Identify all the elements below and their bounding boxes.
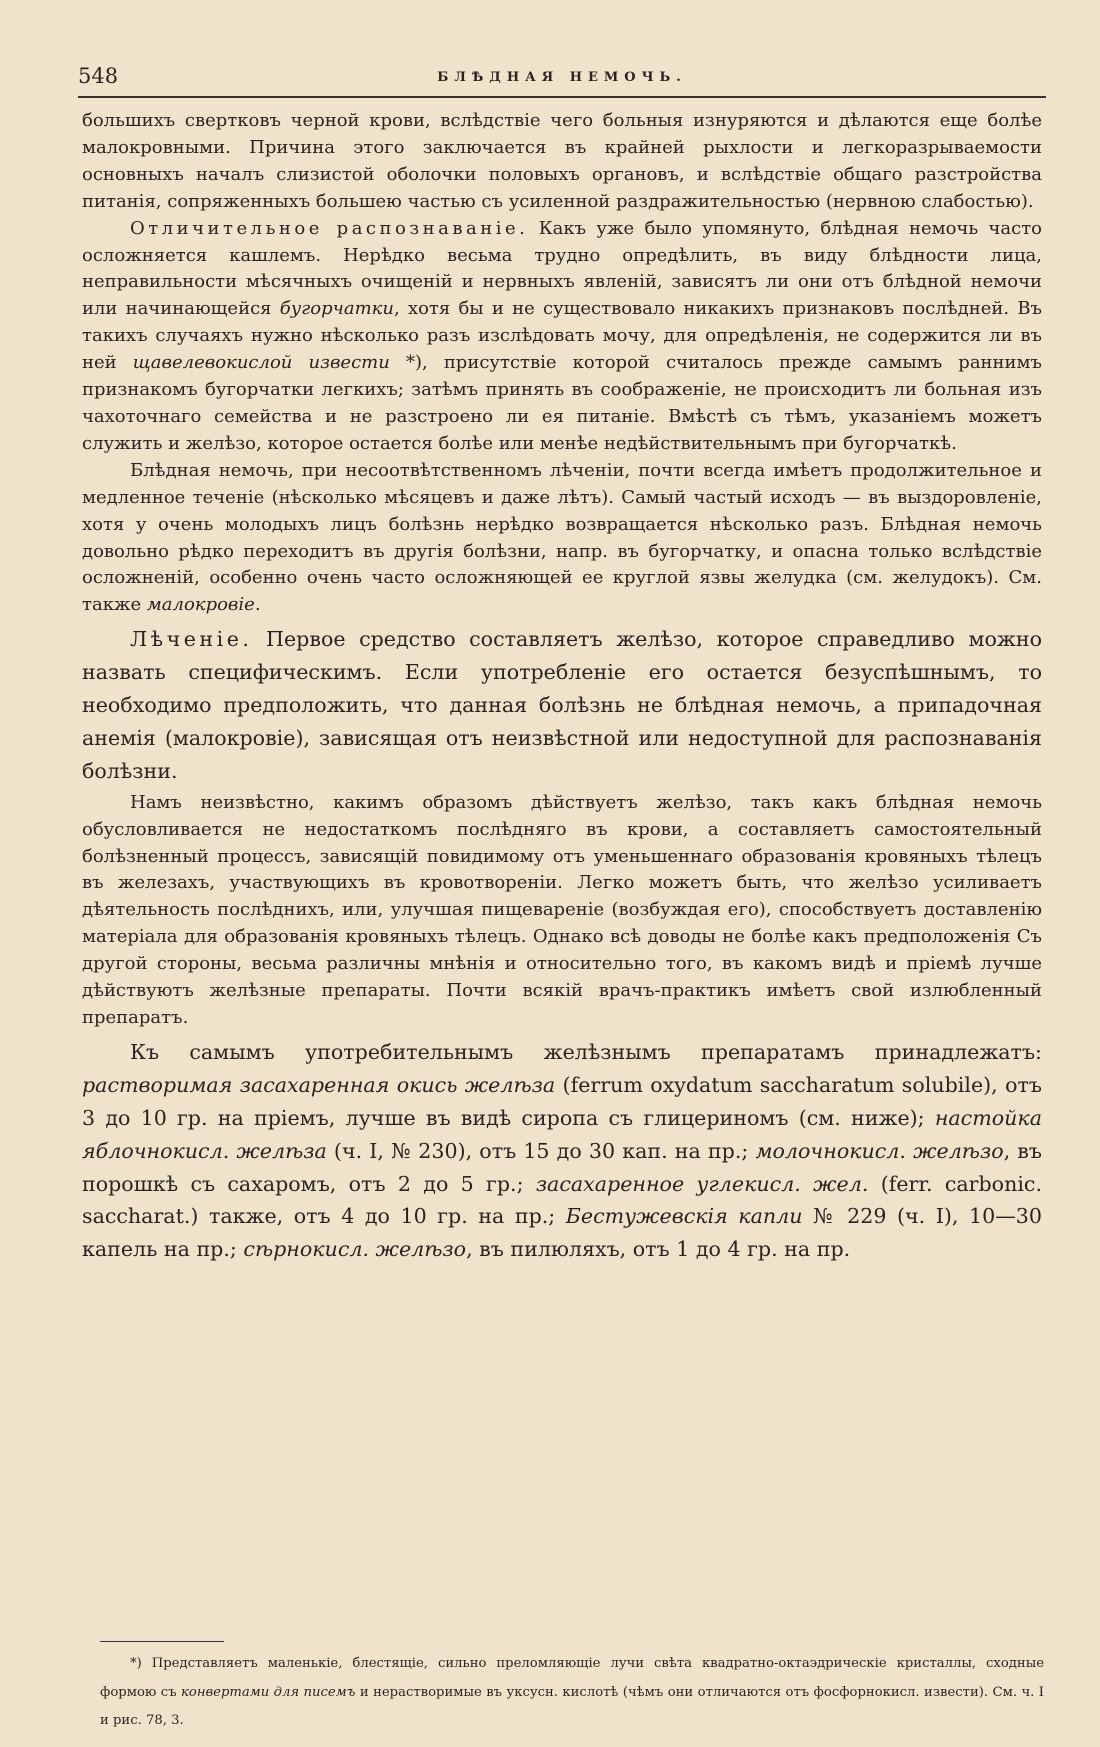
paragraph-6-italic-4: засахаренное углекисл. жел. <box>535 1171 869 1196</box>
footnote <box>100 1650 1044 1736</box>
section-heading-treatment: Лѣченіе. <box>130 627 253 652</box>
paragraph-2-text-a: Какъ уже было упомянуто, блѣдная немочь часто осложняется кашлемъ. Нерѣдко весьма трудно опредѣлить, въ виду блѣдности лица, неправильности мѣсячныхъ очищеній и нервныхъ явленій, зависятъ ли они отъ блѣдной немочи или начинающейся <box>82 217 1042 320</box>
paragraph-iron-mechanism <box>82 790 1042 1032</box>
body-text <box>82 108 1042 1266</box>
paragraph-6-text-d: , въ порошкѣ съ сахаромъ, отъ 2 до 5 гр.; <box>82 1138 1043 1196</box>
paragraph-6-text-f: № 229 (ч. I), 10—30 капель на пр.; <box>82 1204 1042 1262</box>
page-header <box>78 60 1046 94</box>
paragraph-5-text: Намъ неизвѣстно, какимъ образомъ дѣйствуетъ желѣзо, такъ какъ блѣдная немочь обусловливается не недостаткомъ послѣдняго въ крови, а составляетъ самостоятельный болѣзненный процессъ, зависящій повидимому отъ уменьшеннаго образованія кровяныхъ тѣлецъ въ железахъ, участвующихъ въ кровотвореніи. Легко можетъ быть, что желѣзо усиливаетъ дѣятельность послѣднихъ, или, улучшая пищевареніе (возбуждая его), способствуетъ доставленію матеріала для образованія кровяныхъ тѣлецъ. Однако всѣ доводы не болѣе какъ предположенія Съ другой стороны, весьма различны мнѣнія и относительно того, въ какомъ видѣ и пріемѣ лучше дѣйствуютъ желѣзные препараты. Почти всякій врачъ-практикъ имѣетъ свой излюбленный препаратъ. <box>82 791 1042 1028</box>
paragraph-3-text-b: . <box>254 594 261 616</box>
paragraph-6-text-g: , въ пилюляхъ, отъ 1 до 4 гр. на пр. <box>466 1237 851 1262</box>
paragraph-treatment <box>82 623 1042 788</box>
paragraph-3-text-a: Блѣдная немочь, при несоотвѣтственномъ лѣченіи, почти всегда имѣетъ продолжительное и медленное теченіе (нѣсколько мѣсяцевъ и даже лѣтъ). Самый частый исходъ — въ выздоровленіе, хотя у очень молодыхъ лицъ болѣзнь нерѣдко возвращается нѣсколько разъ. Блѣдная немочь довольно рѣдко переходитъ въ другія болѣзни, напр. въ бугорчатку, и опасна только вслѣдствіе осложненій, особенно очень часто осложняющей ее круглой язвы желудка (см. желудокъ). См. также <box>82 459 1042 616</box>
paragraph-6-text-b: (ferrum oxydatum saccharatum solubile), отъ 3 до 10 гр. на пріемъ, лучше въ видѣ сиропа съ глицериномъ (см. ниже); <box>82 1072 1042 1130</box>
paragraph-differential-diagnosis <box>82 216 1042 458</box>
paragraph-6-italic-2: настойка яблочнокисл. желѣза <box>82 1105 1042 1163</box>
paragraph-6-text-c: (ч. I, № 230), отъ 15 до 30 кап. на пр.; <box>326 1138 756 1163</box>
paragraph-6-text-e: (ferr. carbonic. saccharat.) также, отъ 4 до 10 гр. на пр.; <box>82 1171 1043 1229</box>
paragraph-6-text-a: Къ самымъ употребительнымъ желѣзнымъ препаратамъ принадлежатъ: <box>130 1039 1042 1064</box>
paragraph-6-italic-1: растворимая засахаренная окись желѣза <box>82 1072 556 1097</box>
footnote-text-a: *) Представляетъ маленькіе, блестящіе, сильно преломляющіе лучи свѣта квадратно-октаэдрическіе кристаллы, сходные формою съ <box>100 1656 1044 1700</box>
paragraph-4-text: Первое средство составляетъ желѣзо, которое справедливо можно назвать специфическимъ. Если употребленіе его остается безуспѣшнымъ, то необходимо предположить, что данная болѣзнь не блѣдная немочь, а припадочная анемія (малокровіе), зависящая отъ неизвѣстной или недоступной для распознаванія болѣзни. <box>82 627 1042 783</box>
footnote-rule <box>100 1641 224 1642</box>
paragraph-2-text-c: *), присутствіе которой считалось прежде самымъ раннимъ признакомъ бугорчатки легкихъ; затѣмъ принять въ соображеніе, не происходитъ ли больная изъ чахоточнаго семейства и не разстроено ли ея питаніе. Вмѣстѣ съ тѣмъ, указаніемъ можетъ служить и желѣзо, которое остается болѣе или менѣе недѣйствительнымъ при бугорчаткѣ. <box>82 352 1042 454</box>
page-number: 548 <box>78 64 119 88</box>
header-rule <box>78 96 1046 98</box>
paragraph-1 <box>82 108 1042 216</box>
paragraph-iron-preparations <box>82 1036 1042 1266</box>
paragraph-course <box>82 458 1042 619</box>
running-title: БЛѢДНАЯ НЕМОЧЬ. <box>437 70 687 85</box>
paragraph-2-italic-2: щавелевокислой извести <box>132 352 390 374</box>
footnote-italic-1: конвертами для писемъ <box>181 1684 356 1700</box>
paragraph-1-text: большихъ свертковъ черной крови, вслѣдствіе чего больныя изнуряются и дѣлаются еще болѣе малокровными. Причина этого заключается въ крайней рыхлости и легкоразрываемости основныхъ началъ слизистой оболочки половыхъ органовъ, и вслѣдствіе общаго разстройства питанія, сопряженныхъ большею частью съ усиленной раздражительностью (нервною слабостью). <box>82 110 1042 212</box>
footnote-text-b: и нерастворимые въ уксусн. кислотѣ (чѣмъ они отличаются отъ фосфорнокисл. извести). См. ч. I и рис. 78, 3. <box>100 1684 1044 1728</box>
paragraph-6-italic-3: молочнокисл. желѣзо <box>755 1138 1004 1163</box>
paragraph-2-text-b: , хотя бы и не существовало никакихъ признаковъ послѣдней. Въ такихъ случаяхъ нужно нѣсколько разъ изслѣдовать мочу, для опредѣленія, не содержится ли въ ней <box>82 298 1043 374</box>
paragraph-2-italic-1: бугорчатки <box>279 298 394 320</box>
paragraph-3-italic-1: малокровіе <box>146 594 255 616</box>
section-heading-diagnosis: Отличительное распознаваніе. <box>130 217 529 239</box>
paragraph-6-italic-6: сѣрнокисл. желѣзо <box>243 1237 467 1262</box>
paragraph-6-italic-5: Бестужевскія капли <box>565 1204 803 1229</box>
